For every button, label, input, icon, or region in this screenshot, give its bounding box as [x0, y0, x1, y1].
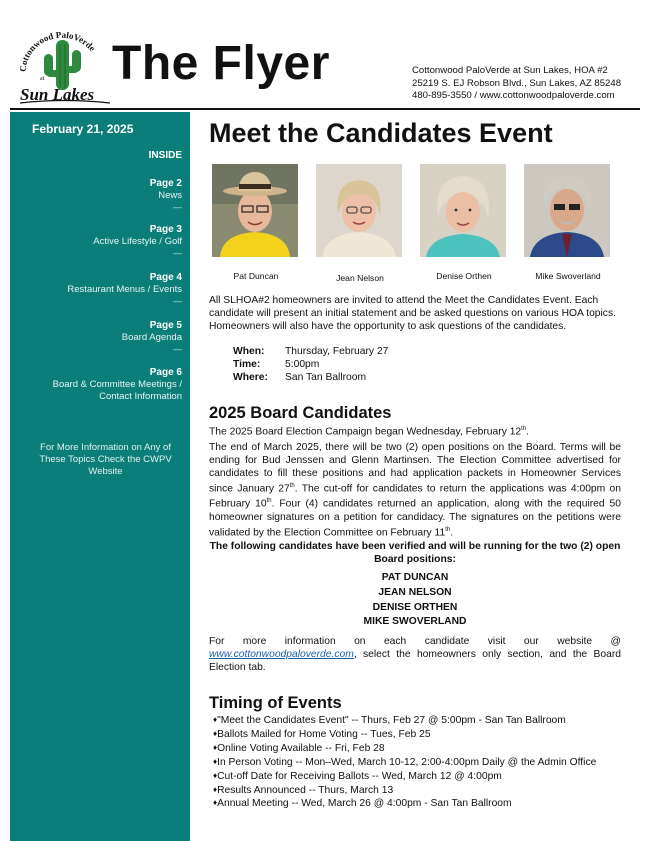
candidate-caption: Jean Nelson: [336, 273, 384, 283]
toc-description: News: [158, 190, 182, 201]
toc-item-page-3: [93, 224, 182, 259]
ordinal-suffix: th: [266, 498, 272, 505]
timing-list: [213, 714, 596, 811]
verified-candidates-statement: The following candidates have been verified and will be running for the two (2) open Board positions:: [209, 541, 621, 565]
logo-sun-lakes: Sun Lakes: [20, 85, 95, 104]
newsletter-title: The Flyer: [112, 37, 330, 90]
time-label: Time:: [233, 359, 261, 370]
diamond-bullet-icon: ♦: [213, 742, 218, 752]
more-info-pre: For more information on each candidate visit our website @: [209, 636, 621, 647]
timing-text: Ballots Mailed for Home Voting -- Tues, Feb 25: [217, 728, 431, 740]
address-line-1: Cottonwood PaloVerde at Sun Lakes, HOA #2: [412, 65, 608, 76]
diamond-bullet-icon: ♦: [213, 756, 218, 766]
candidate-name: PAT DUNCAN: [381, 572, 449, 583]
toc-item-page-6: [32, 367, 182, 403]
event-intro: All SLHOA#2 homeowners are invited to attend the Meet the Candidates Event. Each candidate will present an initial statement and be asked questions on various HOA topics. Homeowners will also have the opportunity to ask questions of the candidates.: [209, 295, 616, 332]
ordinal-suffix: th: [521, 426, 527, 432]
diamond-bullet-icon: ♦: [213, 728, 218, 738]
timing-item: [213, 742, 596, 756]
campaign-line: The 2025 Board Election Campaign began Wednesday, February 12: [209, 426, 522, 438]
campaign-end: .: [526, 426, 530, 438]
candidate-photo-mike-swoverland: [524, 164, 610, 257]
toc-divider: —: [173, 344, 182, 354]
cwpv-logo: [14, 24, 114, 106]
toc-page-number: Page 2: [149, 178, 182, 189]
campaign-start-text: [209, 423, 621, 438]
page-title: Meet the Candidates Event: [209, 118, 553, 148]
timing-item: [213, 714, 596, 728]
where-label: Where:: [233, 372, 268, 383]
timing-text: Results Announced -- Thurs, March 13: [217, 784, 394, 796]
toc-divider: —: [173, 202, 182, 212]
candidate-names-list: [209, 571, 621, 630]
cactus-icon: [44, 40, 81, 90]
timing-item: [213, 756, 596, 770]
timing-heading: Timing of Events: [209, 694, 342, 712]
toc-page-number: Page 3: [149, 224, 182, 235]
diamond-bullet-icon: ♦: [213, 784, 218, 794]
more-info-paragraph: [209, 635, 621, 674]
when-label: When:: [233, 346, 265, 357]
diamond-bullet-icon: ♦: [213, 715, 218, 724]
toc-item-page-4: [67, 272, 182, 307]
issue-date: February 21, 2025: [32, 122, 134, 136]
board-candidates-heading: 2025 Board Candidates: [209, 404, 392, 422]
toc-page-number: Page 6: [149, 367, 182, 378]
candidate-photo-pat-duncan: [212, 164, 298, 257]
toc-page-number: Page 4: [149, 272, 182, 283]
timing-text: Cut-off Date for Receiving Ballots -- Wed, March 12 @ 4:00pm: [217, 770, 502, 782]
toc-page-number: Page 5: [149, 320, 182, 331]
timing-text: Annual Meeting -- Wed, March 26 @ 4:00pm - San Tan Ballroom: [217, 798, 512, 810]
para-part: . The cut-off for candidates to return the applications was 4:00pm on February 10: [209, 483, 621, 510]
candidate-name: JEAN NELSON: [378, 586, 452, 598]
candidate-name: MIKE SWOVERLAND: [363, 616, 467, 628]
sidebar: [10, 112, 190, 841]
timing-item: [213, 728, 596, 742]
candidate-photo-jean-nelson: [316, 164, 402, 257]
toc-item-page-5: [122, 320, 182, 355]
timing-item: [213, 797, 596, 811]
when-value: Thursday, February 27: [285, 346, 389, 357]
ordinal-suffix: th: [445, 526, 451, 533]
address-line-3: 480-895-3550 / www.cottonwoodpaloverde.com: [412, 90, 615, 101]
para-part: . Four (4) candidates returned an application, along with the required 50 homeowner signatures on a petition for candidacy. The signatures on the petitions were validated by the Election Committee on February 11: [209, 498, 621, 539]
toc-description: Active Lifestyle / Golf: [93, 236, 182, 247]
event-details: [233, 345, 388, 384]
timing-item: [213, 784, 596, 798]
sidebar-more-info: For More Information on Any of These Topics Check the CWPV Website: [39, 442, 172, 477]
toc-divider: —: [173, 296, 182, 306]
candidate-name: DENISE ORTHEN: [372, 601, 458, 613]
logo-arc-text: Cottonwood PaloVerde: [17, 29, 98, 73]
candidate-caption: Mike Swoverland: [535, 271, 601, 281]
address-line-2: 25219 S. EJ Robson Blvd., Sun Lakes, AZ 85248: [412, 77, 622, 89]
timing-text: In Person Voting -- Mon–Wed, March 10-12, 2:00-4:00pm Daily @ the Admin Office: [217, 756, 597, 768]
candidate-photo-denise-orthen: [420, 164, 506, 257]
toc-description: Board Agenda: [121, 332, 182, 343]
diamond-bullet-icon: ♦: [213, 798, 218, 808]
time-value: 5:00pm: [285, 359, 320, 370]
election-details-paragraph: [209, 441, 621, 539]
ordinal-suffix: th: [289, 483, 295, 489]
logo-at: at: [40, 76, 45, 82]
more-info-post: , select the homeowners only section, and the Board Election tab.: [209, 649, 621, 673]
candidate-caption: Denise Orthen: [436, 271, 492, 281]
toc-description: Restaurant Menus / Events: [67, 284, 182, 295]
header-address: [412, 65, 621, 103]
timing-text: Online Voting Available -- Fri, Feb 28: [217, 742, 385, 754]
para-part: .: [450, 527, 454, 539]
inside-label: INSIDE: [148, 150, 182, 161]
para-part: The end of March 2025, there will be two (2) open positions on the Board. Terms will be ending for Bud Jenssen and Glenn Martinsen. The Election Committee advertised for candidates to fill these positions and had application packets in Homeowner Services since January 27: [209, 442, 621, 495]
toc-divider: —: [173, 248, 182, 258]
timing-text: "Meet the Candidates Event" -- Thurs, Feb 27 @ 5:00pm - San Tan Ballroom: [217, 715, 566, 726]
diamond-bullet-icon: ♦: [213, 770, 218, 780]
timing-item: [213, 770, 596, 784]
candidate-caption: Pat Duncan: [233, 271, 279, 281]
toc-description: Board & Committee Meetings / Contact Information: [52, 379, 182, 402]
header-divider: [10, 108, 640, 110]
website-link[interactable]: www.cottonwoodpaloverde.com: [209, 649, 354, 660]
toc-item-page-2: [150, 178, 182, 213]
where-value: San Tan Ballroom: [285, 372, 367, 383]
